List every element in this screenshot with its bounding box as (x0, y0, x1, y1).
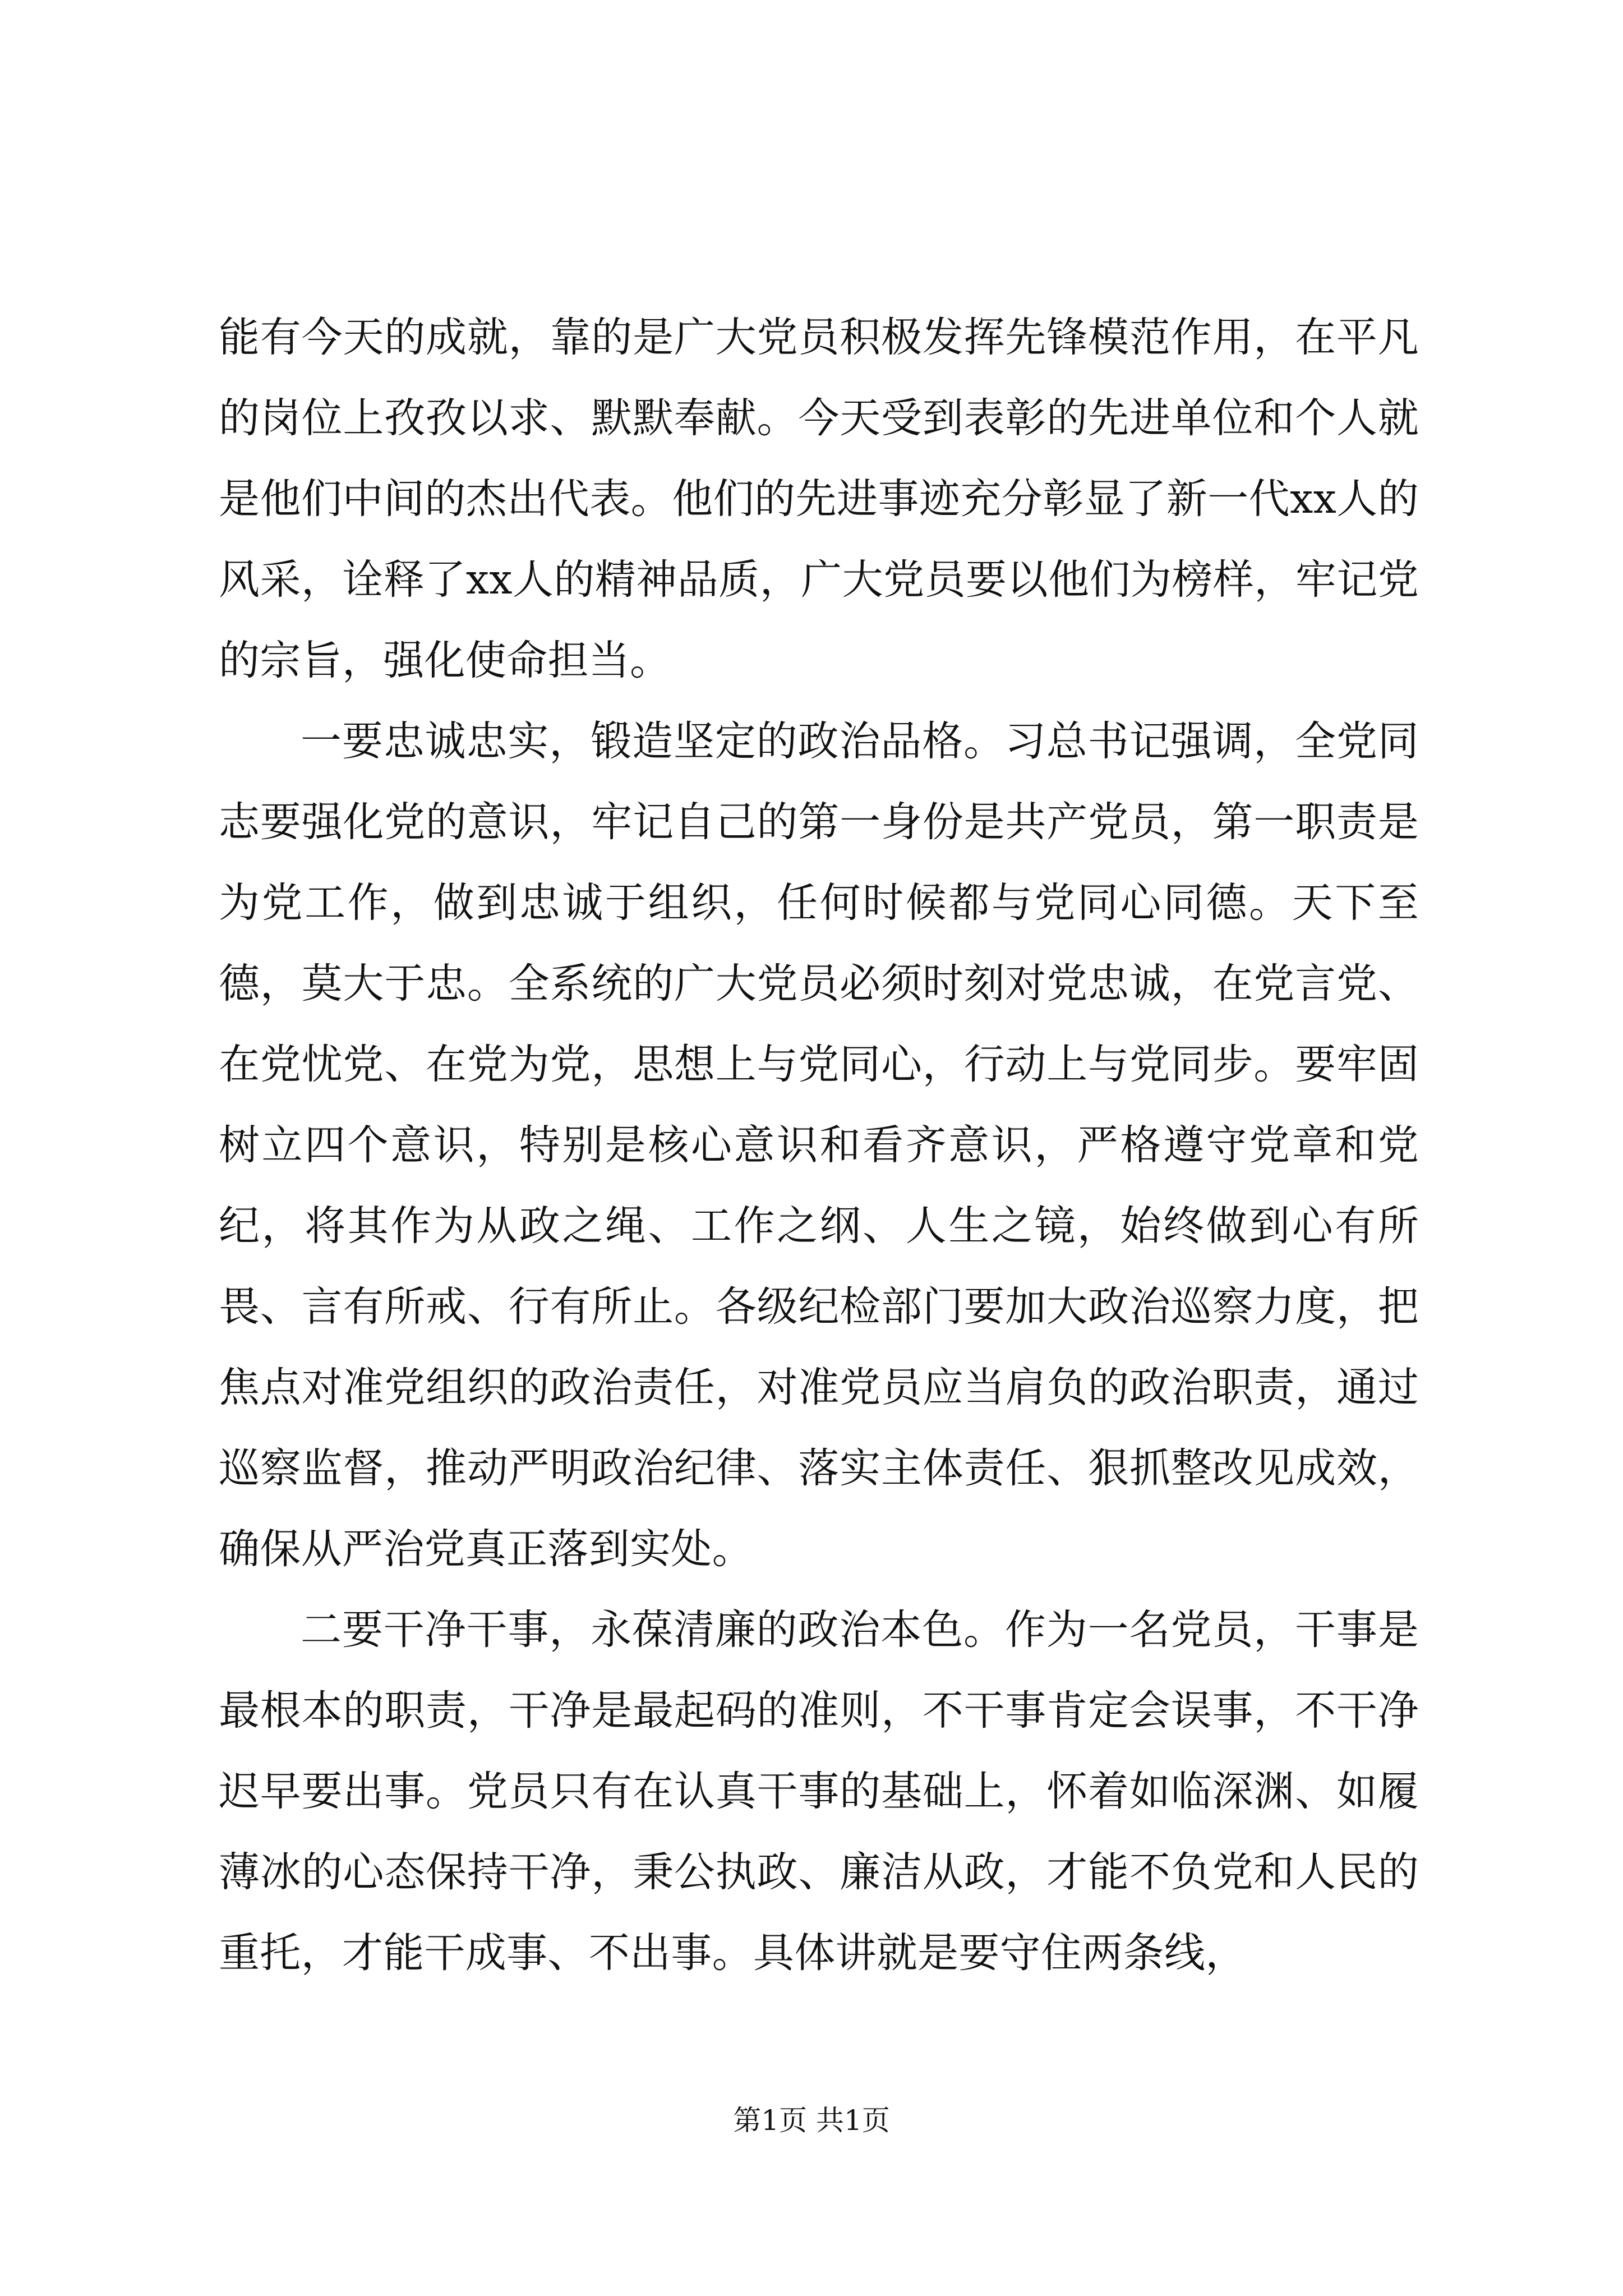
document-body (219, 297, 1419, 1994)
paragraph-2: 一要忠诚忠实，锻造坚定的政治品格。习总书记强调，全党同志要强化党的意识，牢记自己的第一身份是共产党员，第一职责是为党工作，做到忠诚于组织，任何时候都与党同心同德。天下至德，莫大于忠。全系统的广大党员必须时刻对党忠诚，在党言党、在党忧党、在党为党，思想上与党同心，行动上与党同步。要牢固树立四个意识，特别是核心意识和看齐意识，严格遵守党章和党纪，将其作为从政之绳、工作之纲、人生之镜，始终做到心有所畏、言有所戒、行有所止。各级纪检部门要加大政治巡察力度，把焦点对准党组织的政治责任，对准党员应当肩负的政治职责，通过巡察监督，推动严明政治纪律、落实主体责任、狠抓整改见成效，确保从严治党真正落到实处。 (219, 717, 1419, 1573)
page-footer: 第1页 共1页 (733, 2104, 890, 2137)
paragraph-3: 二要干净干事，永葆清廉的政治本色。作为一名党员，干事是最根本的职责，干净是最起码的准则，不干事肯定会误事，不干净迟早要出事。党员只有在认真干事的基础上，怀着如临深渊、如履薄冰的心态保持干净，秉公执政、廉洁从政，才能不负党和人民的重托，才能干成事、不出事。具体讲就是要守住两条线， (219, 1606, 1419, 1977)
paragraph-1: 能有今天的成就，靠的是广大党员积极发挥先锋模范作用，在平凡的岗位上孜孜以求、默默奉献。今天受到表彰的先进单位和个人就是他们中间的杰出代表。他们的先进事迹充分彰显了新一代xx人的风采，诠释了xx人的精神品质，广大党员要以他们为榜样，牢记党的宗旨，强化使命担当。 (219, 314, 1419, 684)
